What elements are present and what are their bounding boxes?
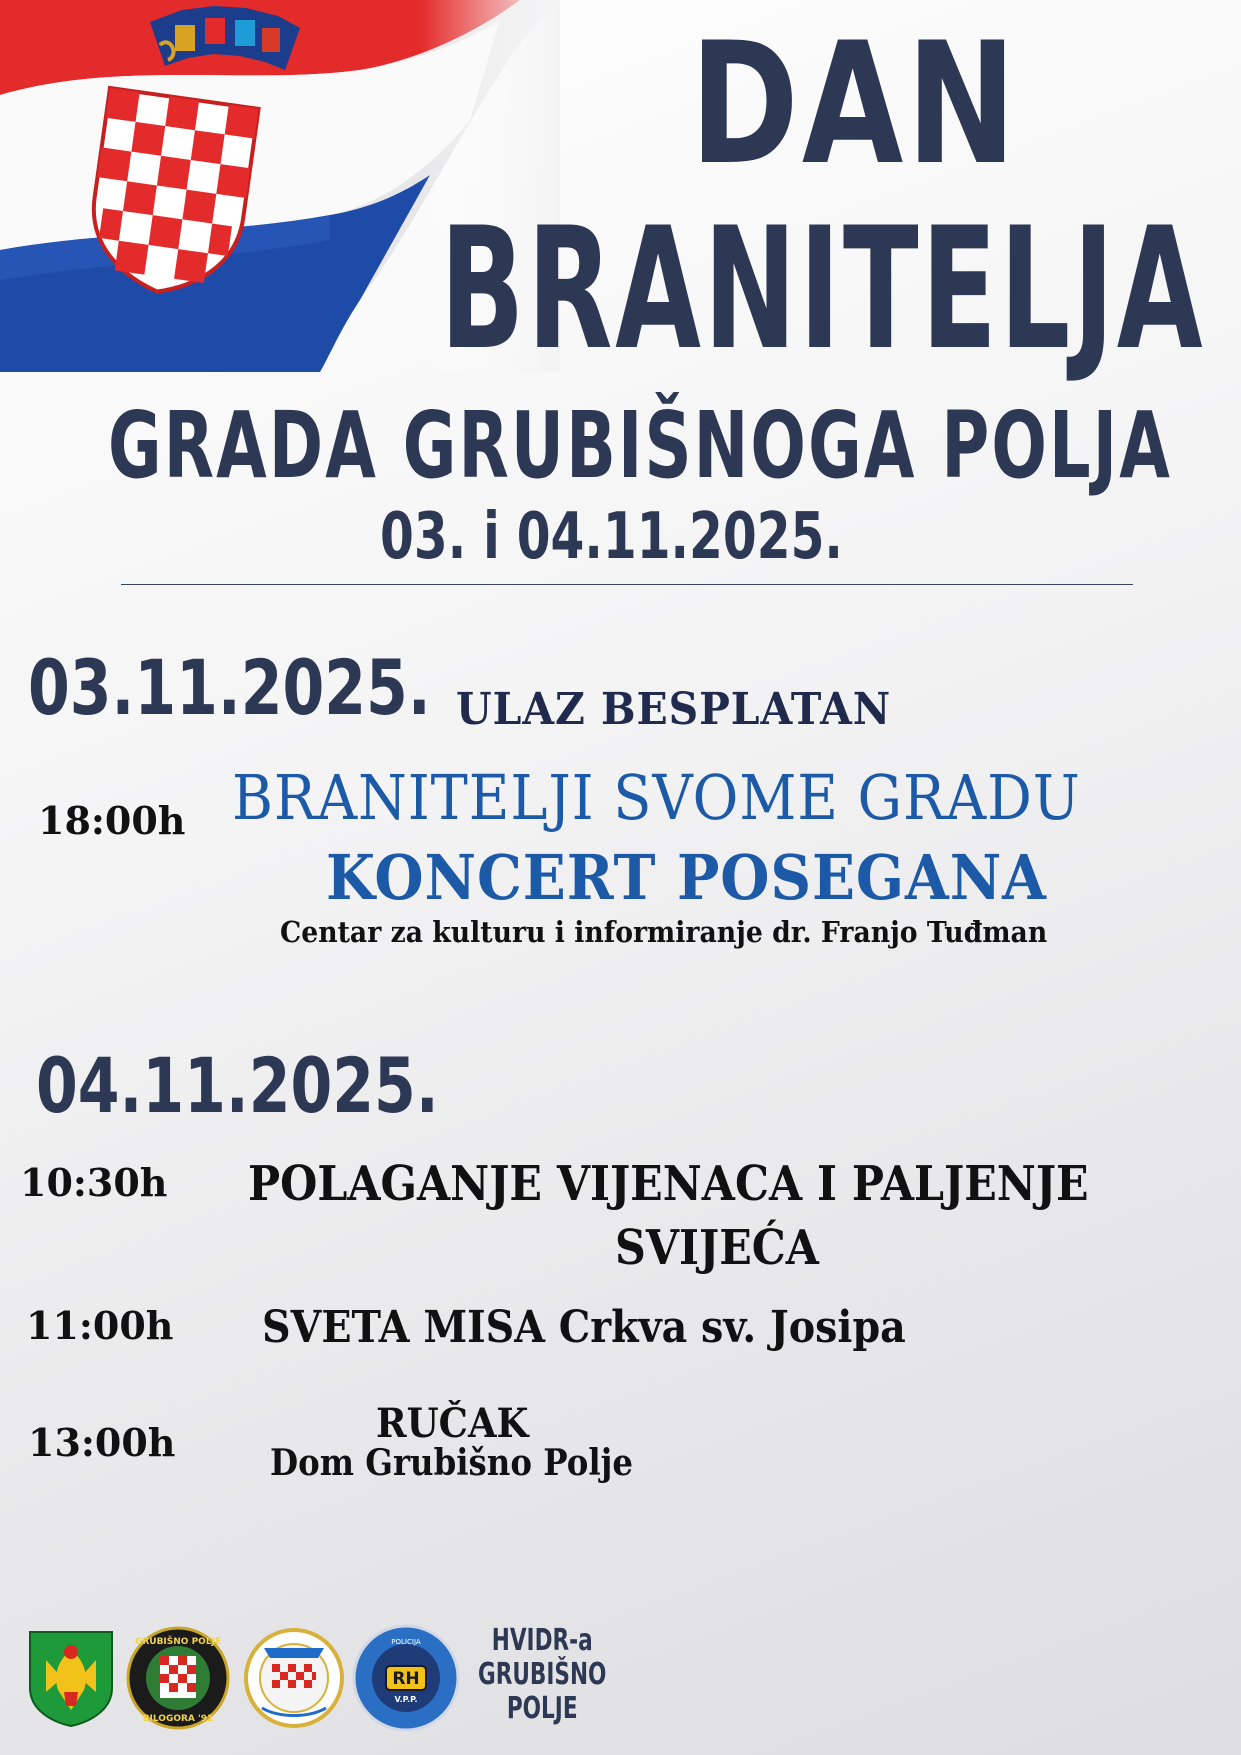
- event-time: 13:00h: [28, 1420, 176, 1465]
- org-name: [478, 1624, 606, 1726]
- event-title: POLAGANJE VIJENACA I PALJENJE: [248, 1156, 1089, 1212]
- org-name-line-3: POLJE: [506, 1691, 578, 1726]
- event-title: SVETA MISA Crkva sv. Josipa: [262, 1302, 906, 1353]
- event-title: BRANITELJI SVOME GRADU: [232, 761, 1081, 834]
- event-time: 10:30h: [20, 1160, 168, 1205]
- veterans-association-badge-icon: [244, 1628, 344, 1728]
- svg-text:RH: RH: [392, 1669, 420, 1689]
- org-name-line-1: HVIDR-a: [491, 1623, 593, 1658]
- event-time: 18:00h: [38, 798, 186, 843]
- day1-date: 03.11.2025.: [28, 643, 431, 732]
- event-title: RUČAK: [376, 1400, 529, 1447]
- subtitle: GRADA GRUBIŠNOGA POLJA: [108, 392, 1172, 499]
- event-venue: Dom Grubišno Polje: [270, 1442, 633, 1484]
- event-subtitle: KONCERT POSEGANA: [326, 841, 1047, 914]
- event-dates: 03. i 04.11.2025.: [380, 500, 843, 574]
- svg-text:V.P.P.: V.P.P.: [394, 1695, 418, 1704]
- event-title-continued: SVIJEĆA: [615, 1220, 819, 1276]
- free-entry-note: ULAZ BESPLATAN: [456, 684, 892, 735]
- day2-date: 04.11.2025.: [36, 1041, 439, 1130]
- title-line-2: BRANITELJA: [440, 191, 1206, 387]
- org-name-line-2: GRUBIŠNO: [478, 1657, 607, 1692]
- event-venue: Centar za kulturu i informiranje dr. Franjo Tuđman: [280, 915, 1048, 949]
- svg-text:GRUBIŠNO POLJE: GRUBIŠNO POLJE: [134, 1637, 222, 1647]
- svg-text:POLICIJA: POLICIJA: [391, 1638, 421, 1646]
- grubisno-polje-bilogora-91-badge-icon: [126, 1626, 230, 1730]
- city-coat-of-arms-icon: [28, 1630, 114, 1728]
- title-line-1: DAN: [690, 6, 1020, 202]
- event-time: 11:00h: [26, 1303, 174, 1348]
- svg-text:BILOGORA '91: BILOGORA '91: [142, 1714, 214, 1724]
- footer-logos: [0, 1620, 640, 1740]
- police-veterans-rh-badge-icon: [352, 1624, 460, 1732]
- divider-line: [121, 584, 1133, 585]
